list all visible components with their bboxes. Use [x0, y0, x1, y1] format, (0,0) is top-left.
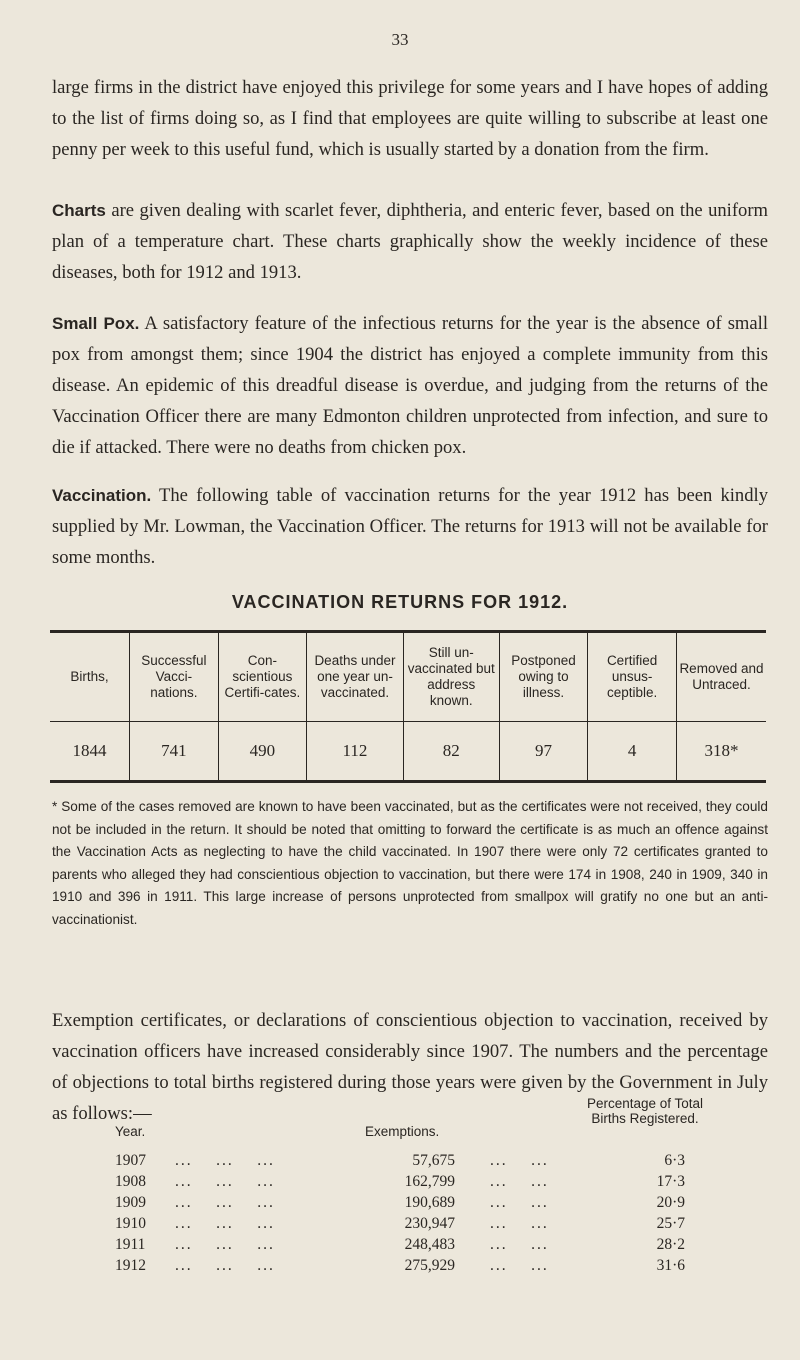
charts-body: are given dealing with scarlet fever, diphtheria, and enteric fever, based on the uniform plan of a temperature chart. These charts graphically show the weekly incidence of these diseases, both for 1912 and 1913. [52, 200, 768, 283]
leader-dots: ... ... ... [175, 1152, 275, 1169]
exemptions-year: 1911 [115, 1236, 146, 1253]
table-title: VACCINATION RETURNS FOR 1912. [231, 592, 569, 612]
leader-dots: ... ... [490, 1236, 549, 1253]
exemptions-row [60, 1236, 740, 1257]
leader-dots: ... ... ... [175, 1173, 275, 1190]
table-cell: 112 [307, 722, 404, 782]
exemptions-percentage: 17·3 [656, 1173, 685, 1190]
paragraph-small-pox [52, 308, 768, 463]
table-header-cell: Con-scientious Certifi-cates. [218, 632, 307, 722]
vaccination-body: The following table of vaccination returns for the year 1912 has been kindly supplied by Mr. Lowman, the Vaccination Officer. The returns for 1913 will not be available for some months. [52, 485, 768, 568]
paragraph-firms-text: large firms in the district have enjoyed this privilege for some years and I have hopes of adding to the list of firms doing so, as I find that employees are quite willing to subscribe at least one penny per week to this useful fund, which is usually started by a donation from the firm. [52, 77, 768, 160]
small-pox-heading: Small Pox. [52, 314, 140, 333]
leader-dots: ... ... ... [175, 1194, 275, 1211]
exemptions-header-percentage: Percentage of Total Births Registered. [586, 1096, 704, 1126]
exemptions-percentage: 25·7 [656, 1215, 685, 1232]
leader-dots: ... ... [490, 1215, 549, 1232]
exemptions-count: 57,675 [412, 1152, 455, 1169]
table-cell: 1844 [72, 741, 107, 760]
paragraph-firms [52, 72, 768, 165]
exemptions-table [60, 1096, 740, 1278]
table-cell: 97 [499, 722, 587, 782]
leader-dots: ... ... [490, 1194, 549, 1211]
table-header-cell: Deaths under one year un-vaccinated. [307, 632, 404, 722]
exemptions-header [60, 1096, 740, 1152]
exemptions-percentage: 6·3 [664, 1152, 685, 1169]
leader-dots: ... ... ... [175, 1215, 275, 1232]
exemptions-row [60, 1173, 740, 1194]
leader-dots: ... ... [490, 1152, 549, 1169]
table-header-cell: Removed and Untraced. [676, 632, 766, 722]
page-number: 33 [391, 30, 409, 49]
exemptions-year: 1908 [115, 1173, 146, 1190]
small-pox-body: A satisfactory feature of the infectious returns for the year is the absence of small pox from amongst them; since 1904 the district has enjoyed a complete immunity from this disease. An epidemic of this dreadful disease is overdue, and judging from the returns of the Vaccination Officer there are many Edmonton children unprotected from infection, and sure to die if attacked. There were no deaths from chicken pox. [52, 313, 768, 458]
leader-dots: ... ... [490, 1173, 549, 1190]
exemptions-row [60, 1194, 740, 1215]
exemptions-year: 1910 [115, 1215, 146, 1232]
exemptions-percentage: 31·6 [656, 1257, 685, 1274]
table-cell: 318* [676, 722, 766, 782]
paragraph-vaccination-text [52, 480, 768, 573]
leader-dots: ... ... ... [175, 1236, 275, 1253]
exemptions-count: 275,929 [404, 1257, 455, 1274]
exemptions-row [60, 1257, 740, 1278]
table-header-row [50, 632, 766, 722]
leader-dots: ... ... ... [175, 1257, 275, 1274]
exemptions-count: 248,483 [404, 1236, 455, 1253]
exemptions-header-exemptions: Exemptions. [365, 1124, 440, 1139]
exemptions-count: 162,799 [404, 1173, 455, 1190]
leader-dots: ... ... [490, 1257, 549, 1274]
table-footnote: * Some of the cases removed are known to have been vaccinated, but as the certificates were not received, they could not be included in the return. It should be noted that omitting to forward the certificate is as much an offence against the Vaccination Acts as neglecting to have the child vaccinated. In 1907 there were only 72 certificates granted to parents who alleged they had conscientious objection to vaccination, but there were 174 in 1908, 240 in 1909, 340 in 1910 and 396 in 1911. This large increase of persons unprotected from smallpox will gratify no one but an anti-vaccinationist. [52, 799, 768, 927]
exemptions-year: 1912 [115, 1257, 146, 1274]
exemptions-year: 1907 [115, 1152, 146, 1169]
table-header-cell: Still un-vaccinated but address known. [403, 632, 499, 722]
table-header-cell: Certified unsus-ceptible. [588, 632, 677, 722]
vaccination-heading: Vaccination. [52, 486, 152, 505]
vaccination-returns-table [50, 630, 766, 783]
exemptions-percentage: 28·2 [656, 1236, 685, 1253]
exemptions-count: 230,947 [404, 1215, 455, 1232]
table-row [50, 722, 766, 782]
table-cell: 741 [130, 722, 219, 782]
charts-heading: Charts [52, 201, 106, 220]
exemptions-year: 1909 [115, 1194, 146, 1211]
paragraph-exemptions-text: Exemption certificates, or declarations of conscientious objection to vaccination, received by vaccination officers have increased considerably since 1907. The numbers and the percentage of objections to total births registered during those years were given by the Government in July as follows:— [52, 1010, 768, 1124]
paragraph-charts-text [52, 195, 768, 288]
paragraph-charts [52, 195, 768, 288]
table-header-cell: Births, [50, 632, 130, 722]
table-cell: 4 [588, 722, 677, 782]
table-cell: 490 [218, 722, 307, 782]
exemptions-count: 190,689 [404, 1194, 455, 1211]
exemptions-header-year: Year. [115, 1124, 146, 1139]
paragraph-vaccination [52, 480, 768, 573]
paragraph-small-pox-text [52, 308, 768, 463]
table-header-cell: Successful Vacci-nations. [130, 632, 219, 722]
exemptions-percentage: 20·9 [656, 1194, 685, 1211]
table-cell: 82 [403, 722, 499, 782]
table-header-cell: Postponed owing to illness. [499, 632, 587, 722]
exemptions-row [60, 1215, 740, 1236]
exemptions-row [60, 1152, 740, 1173]
